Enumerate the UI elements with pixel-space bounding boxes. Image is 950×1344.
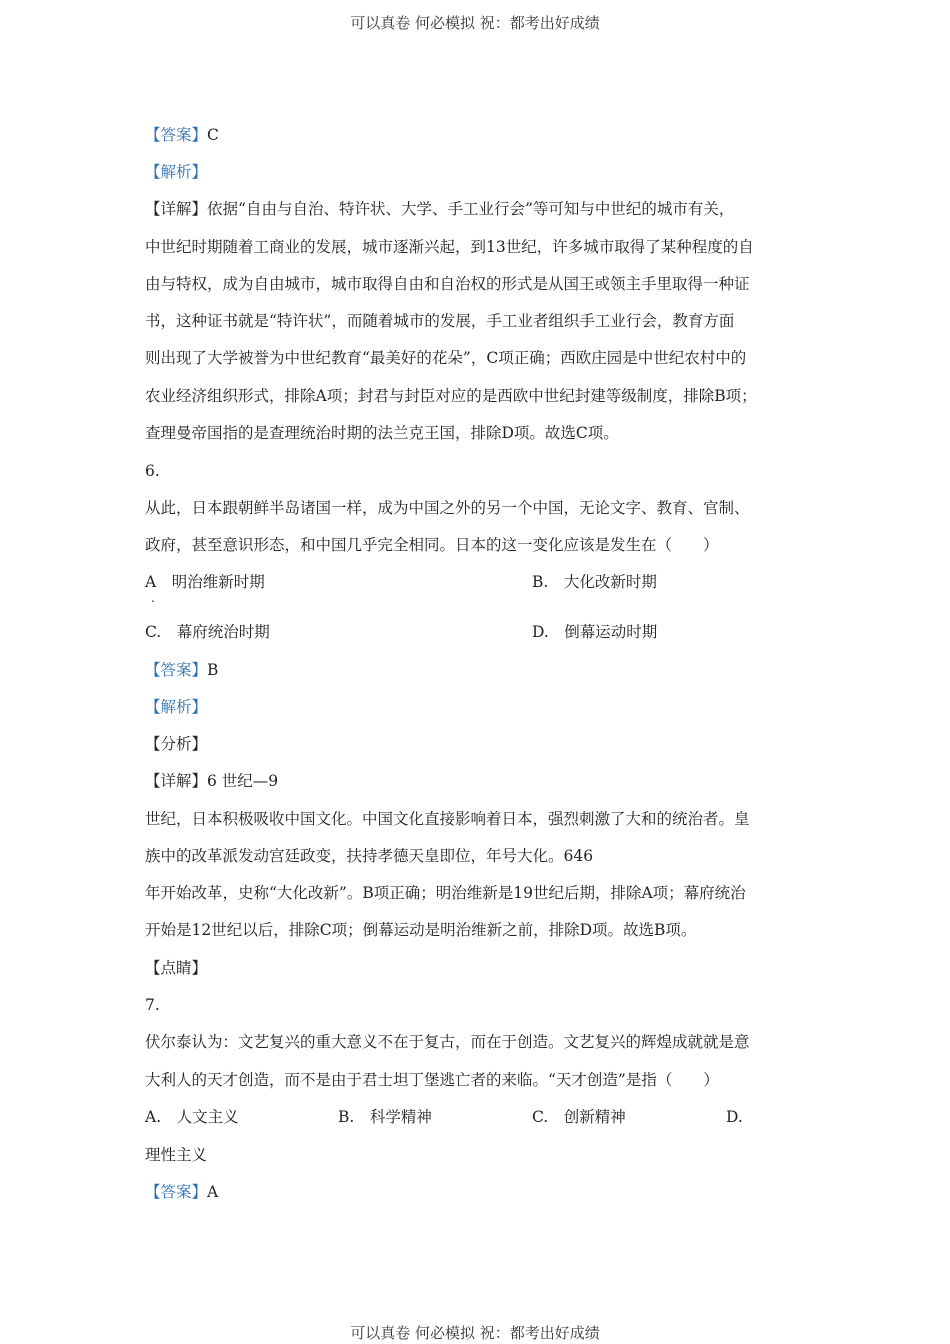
q6-detail-first (145, 771, 278, 791)
q7-stem-line: 大利人的天才创造，而不是由于君士坦丁堡逃亡者的来临。“天才创造”是指（ ） (145, 1071, 719, 1089)
analysis-tag: 【解析】 (145, 698, 208, 716)
q7-option-c: C. 创新精神 (532, 1108, 626, 1126)
dianjing-tag: 【点睛】 (145, 959, 208, 977)
q7-option-d: D. (726, 1108, 743, 1126)
q6-option-d: D. 倒幕运动时期 (532, 623, 658, 641)
q6-detail-line: 开始是12世纪以后，排除C项；倒幕运动是明治维新之前，排除D项。故选B项。 (145, 921, 697, 939)
q5-detail-line: 书，这种证书就是“特许状”，而随着城市的发展，手工业者组织手工业行会，教育方面 (145, 312, 735, 330)
detail-tag: 【详解】 (145, 772, 208, 790)
q7-stem-line: 伏尔泰认为：文艺复兴的重大意义不在于复古，而在于创造。文艺复兴的辉煌成就就是意 (145, 1033, 750, 1051)
answer-value: C (207, 126, 219, 144)
q7-number: 7. (145, 996, 160, 1014)
answer-value: B (207, 661, 219, 679)
analysis-tag: 【解析】 (145, 163, 208, 181)
answer-tag: 【答案】 (145, 1183, 208, 1201)
q6-option-a-dot: . (151, 591, 155, 605)
fenxi-tag: 【分析】 (145, 735, 208, 753)
page-header: 可以真卷 何必模拟 祝：都考出好成绩 (350, 14, 600, 32)
q5-detail-line: 查理曼帝国指的是查理统治时期的法兰克王国，排除D项。故选C项。 (145, 424, 619, 442)
page-footer: 可以真卷 何必模拟 祝：都考出好成绩 (350, 1324, 600, 1342)
q7-option-d-continued: 理性主义 (145, 1146, 208, 1164)
q5-detail-line-0 (145, 199, 734, 219)
q5-answer-line (145, 125, 219, 145)
q6-option-c: C. 幕府统治时期 (145, 623, 270, 641)
q6-detail-line: 世纪，日本积极吸收中国文化。中国文化直接影响着日本，强烈刺激了大和的统治者。皇 (145, 810, 750, 828)
q6-stem-line: 政府，甚至意识形态，和中国几乎完全相同。日本的这一变化应该是发生在（ ） (145, 536, 719, 554)
q7-answer-line (145, 1182, 218, 1202)
q6-option-b: B. 大化改新时期 (532, 573, 657, 591)
q6-detail-line: 年开始改革，史称“大化改新”。B项正确；明治维新是19世纪后期，排除A项；幕府统治 (145, 884, 746, 902)
detail-text: 依据“自由与自治、特许状、大学、手工业行会”等可知与中世纪的城市有关， (207, 200, 735, 218)
q5-detail-line: 农业经济组织形式，排除A项；封君与封臣对应的是西欧中世纪封建等级制度，排除B项； (145, 387, 757, 405)
detail-text: 6 世纪—9 (207, 772, 279, 790)
answer-tag: 【答案】 (145, 126, 208, 144)
q6-answer-line (145, 660, 218, 680)
q6-number: 6. (145, 462, 160, 480)
q7-option-a: A. 人文主义 (145, 1108, 239, 1126)
detail-tag: 【详解】 (145, 200, 208, 218)
answer-value: A (207, 1183, 219, 1201)
q6-detail-line: 族中的改革派发动宫廷政变，扶持孝德天皇即位，年号大化。646 (145, 847, 594, 865)
q5-detail-line: 由与特权，成为自由城市，城市取得自由和自治权的形式是从国王或领主手里取得一种证 (145, 275, 750, 293)
q5-detail-line: 中世纪时期随着工商业的发展，城市逐渐兴起，到13世纪，许多城市取得了某种程度的自 (145, 238, 754, 256)
q6-stem-line: 从此，日本跟朝鲜半岛诸国一样，成为中国之外的另一个中国，无论文字、教育、官制、 (145, 499, 750, 517)
q7-option-b: B. 科学精神 (338, 1108, 432, 1126)
q5-detail-line: 则出现了大学被誉为中世纪教育“最美好的花朵”，C项正确；西欧庄园是中世纪农村中的 (145, 349, 747, 367)
q6-option-a: A 明治维新时期 (145, 573, 265, 591)
answer-tag: 【答案】 (145, 661, 208, 679)
